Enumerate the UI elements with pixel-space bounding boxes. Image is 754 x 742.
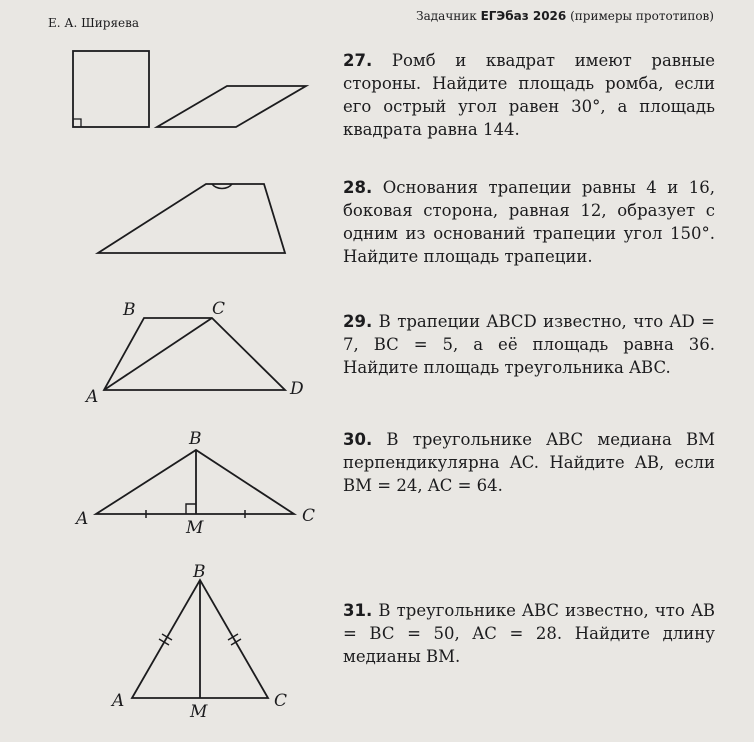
trapezoid <box>98 184 285 253</box>
label-b-29: B <box>123 300 136 320</box>
problem-text: В трапеции ABCD известно, что AD = 7, BC = 5, а её площадь равна 36. Найдите площадь треугольника ABC. <box>343 312 715 377</box>
label-d-29: D <box>290 379 304 399</box>
label-b-31: B <box>193 562 206 582</box>
label-c-29: C <box>212 299 226 319</box>
problem-text: В треугольнике ABC медиана BM перпендикулярна AC. Найдите AB, если BM = 24, AC = 64. <box>343 430 715 495</box>
square <box>73 51 149 127</box>
problem-number: 27. <box>343 51 373 70</box>
label-m-30: M <box>186 518 204 538</box>
label-a-30: A <box>76 509 89 529</box>
author-name: Е. А. Ширяева <box>48 16 140 30</box>
label-a-31: A <box>112 691 125 711</box>
figure-30 <box>96 450 294 518</box>
figure-29 <box>104 318 285 390</box>
label-m-31: M <box>190 702 208 722</box>
right-angle-mark <box>186 504 196 514</box>
problem-number: 28. <box>343 178 373 197</box>
figure-28 <box>98 184 285 253</box>
diagonal-ac <box>104 318 212 390</box>
problem-text: В треугольнике ABC известно, что AB = BC = 50, AC = 28. Найдите длину медианы BM. <box>343 601 715 666</box>
problem-number: 31. <box>343 601 373 620</box>
problem-number: 30. <box>343 430 373 449</box>
label-b-30: B <box>189 429 202 449</box>
label-a-29: A <box>86 387 99 407</box>
book-title-bold: ЕГЭбаз 2026 <box>480 9 567 23</box>
figure-31 <box>132 580 268 698</box>
problem-text: Основания трапеции равны 4 и 16, боковая сторона, равная 12, образует с одним из оснований трапеции угол 150°. Найдите площадь трапеции. <box>343 178 715 266</box>
label-c-31: C <box>274 691 288 711</box>
figure-27 <box>73 51 306 127</box>
label-c-30: C <box>302 506 316 526</box>
rhombus <box>157 86 306 127</box>
right-angle-mark <box>73 119 81 127</box>
vertex-labels <box>74 299 315 722</box>
problem-number: 29. <box>343 312 373 331</box>
problem-text: Ромб и квадрат имеют равные стороны. Найдите площадь ромба, если его острый угол равен 30°, а площадь квадрата равна 144. <box>343 51 715 139</box>
book-title: Задачник ЕГЭбаз 2026 (примеры прототипов) <box>416 9 714 23</box>
